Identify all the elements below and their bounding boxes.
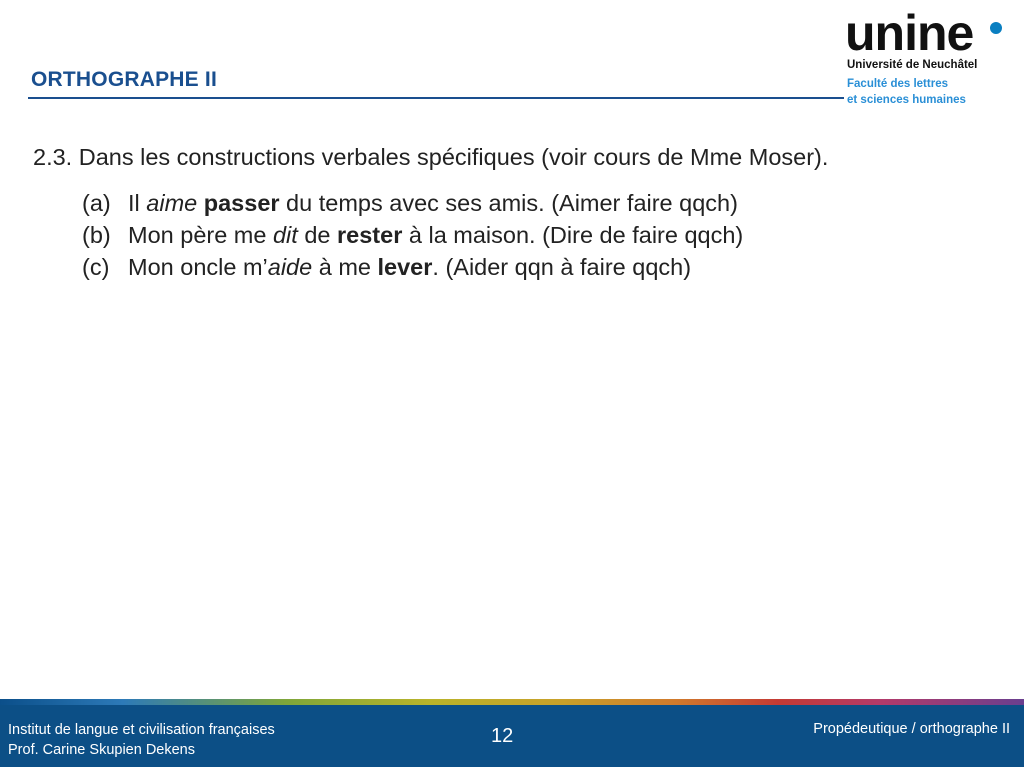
example-label: (a) [82,190,111,216]
logo-wordmark: unine [845,5,974,61]
example-italic-verb: dit [272,222,298,248]
example-text: de [297,222,338,248]
example-italic-verb: aime [146,190,198,216]
example-text: à me [312,254,378,280]
example-text: Mon oncle m’ [128,254,268,280]
logo-university-name: Université de Neuchâtel [847,59,978,71]
example-bold-verb: passer [203,190,280,216]
footer-professor: Prof. Carine Skupien Dekens [8,742,195,758]
example-italic-verb: aide [267,254,313,280]
logo-dot-icon [990,22,1002,34]
title-divider [28,97,844,99]
example-a [82,190,738,217]
example-label: (b) [82,222,111,248]
example-text: . (Aider qqn à faire qqch) [432,254,692,280]
footer-course: Propédeutique / orthographe II [813,721,1010,737]
example-text: Mon père me [128,222,273,248]
university-logo [843,5,1013,112]
example-bold-verb: rester [337,222,403,248]
example-text: du temps avec ses amis. (Aimer faire qqch) [279,190,738,216]
example-label: (c) [82,254,110,280]
footer-institute: Institut de langue et civilisation françaises [8,722,275,738]
example-text: Il [128,190,147,216]
example-bold-verb: lever [377,254,433,280]
section-heading: 2.3. Dans les constructions verbales spécifiques (voir cours de Mme Moser). [33,144,829,170]
example-c [82,254,691,281]
slide-title: ORTHOGRAPHE II [31,68,217,91]
example-b [82,222,743,249]
example-text: à la maison. (Dire de faire qqch) [402,222,744,248]
footer-bar [0,705,1024,767]
logo-faculty-line1: Faculté des lettres [847,78,948,90]
page-number: 12 [491,725,514,747]
logo-faculty-line2: et sciences humaines [847,94,966,106]
